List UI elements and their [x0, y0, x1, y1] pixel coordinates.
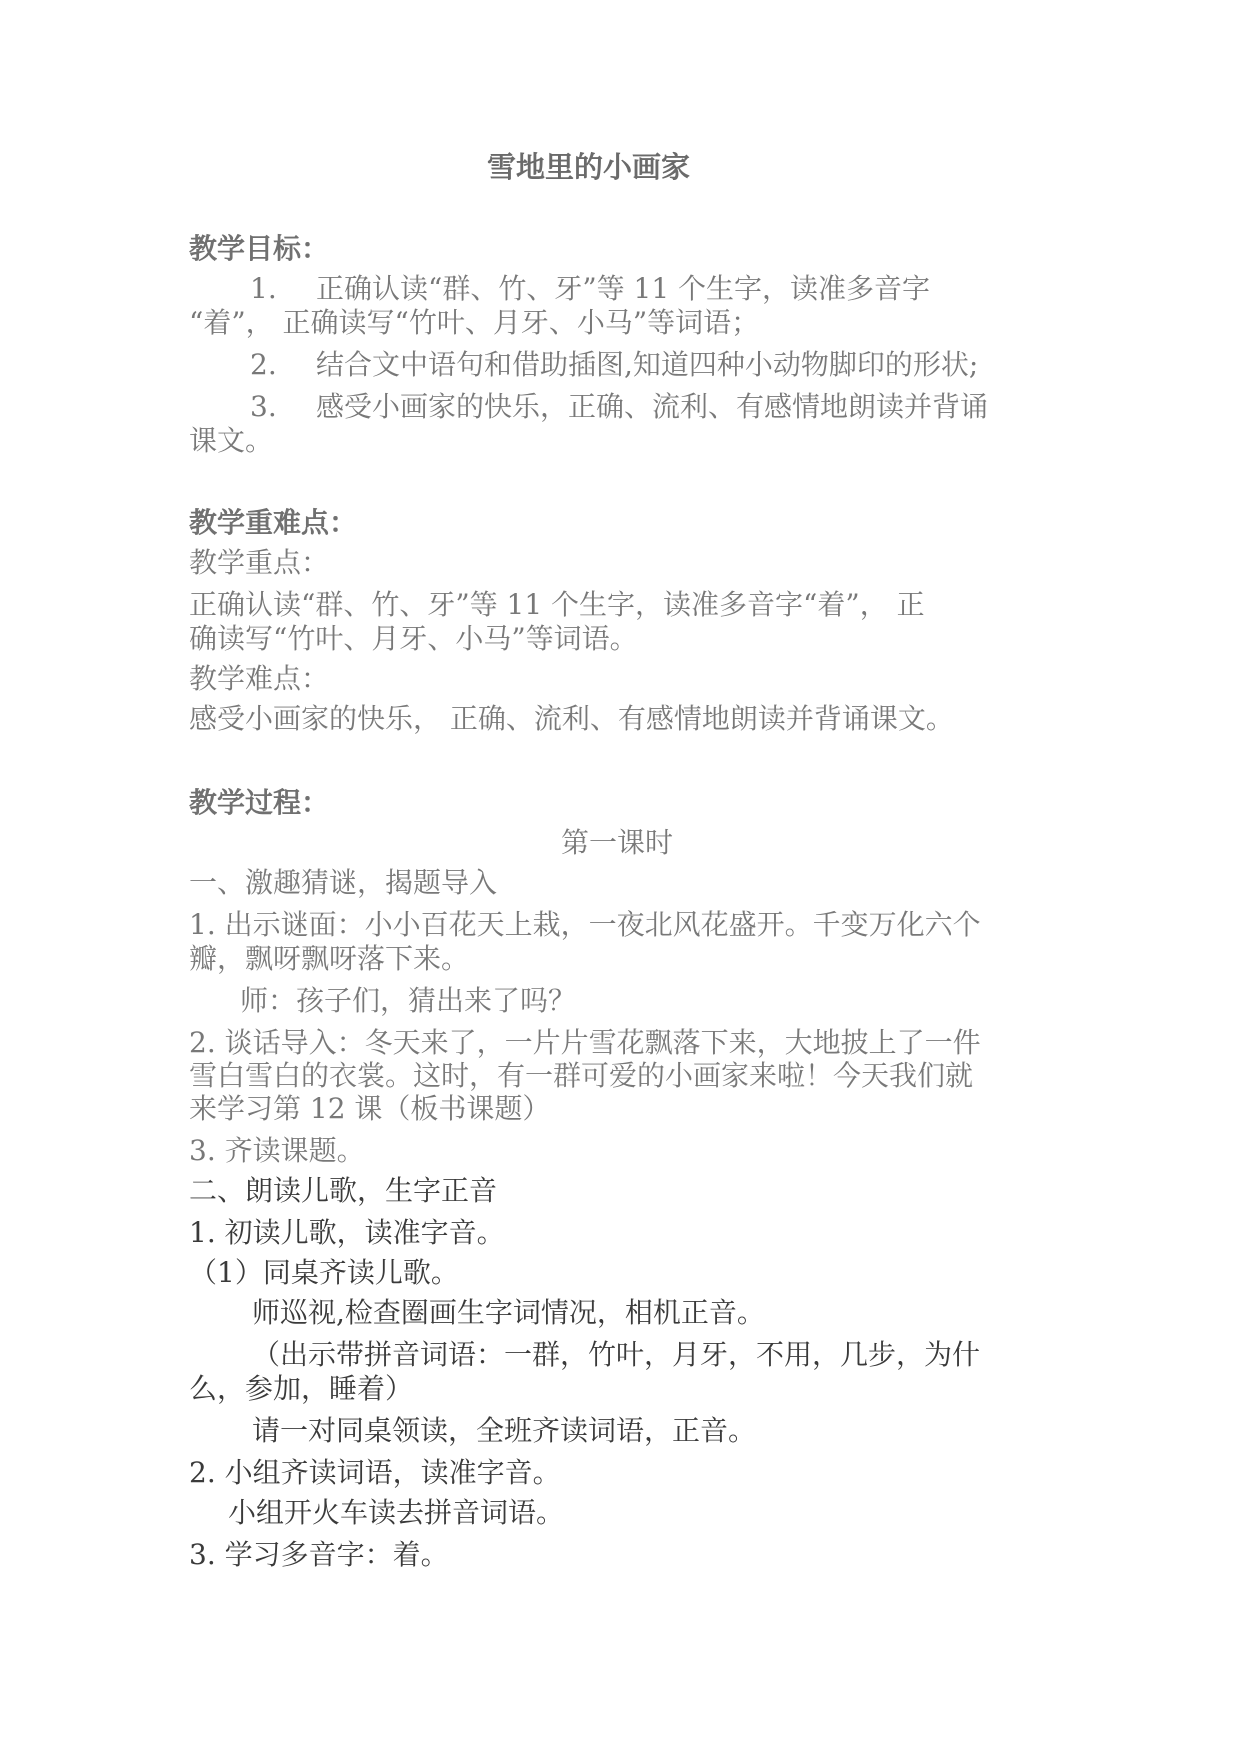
focus-text-continued: 确读写“竹叶、月牙、小马”等词语。 — [189, 622, 638, 655]
sub-step-text: 师巡视,检查圈画生字词情况，相机正音。 — [252, 1296, 765, 1329]
sub-step-text: 小组开火车读去拼音词语。 — [228, 1496, 565, 1529]
goal-text: 结合文中语句和借助插图,知道四种小动物脚印的形状; — [316, 348, 979, 381]
sub-step-text: 请一对同桌领读，全班齐读词语，正音。 — [252, 1414, 757, 1447]
sub-step-text-continued: 么，参加，睡着） — [189, 1372, 414, 1405]
goal-text: 感受小画家的快乐，正确、流利、有感情地朗读并背诵 — [316, 390, 989, 423]
step-text: 3. 学习多音字：着。 — [189, 1538, 449, 1571]
sub-step-text: （出示带拼音词语：一群，竹叶，月牙，不用，几步，为什 — [252, 1338, 981, 1371]
step-text-continued: 瓣，飘呀飘呀落下来。 — [189, 942, 470, 975]
section-title: 二、朗读儿歌，生字正音 — [189, 1174, 498, 1207]
focus-text: 正确认读“群、竹、牙”等 11 个生字，读准多音字“着”， 正 — [189, 588, 925, 621]
step-text: 2. 谈话导入：冬天来了，一片片雪花飘落下来，大地披上了一件 — [189, 1026, 981, 1059]
step-text: 3. 齐读课题。 — [189, 1134, 365, 1167]
step-text-continued: 雪白雪白的衣裳。这时，有一群可爱的小画家来啦！今天我们就 — [189, 1059, 974, 1092]
teacher-line: 师：孩子们，猜出来了吗？ — [240, 984, 577, 1017]
goal-number: 3. — [250, 390, 277, 423]
section-title: 一、激趣猜谜，揭题导入 — [189, 866, 498, 899]
difficulty-label: 教学难点： — [189, 662, 330, 695]
focus-label: 教学重点： — [189, 546, 330, 579]
goal-text-continued: 课文。 — [189, 424, 274, 457]
difficulty-text: 感受小画家的快乐， 正确、流利、有感情地朗读并背诵课文。 — [189, 702, 954, 735]
sub-step-text: （1）同桌齐读儿歌。 — [189, 1256, 459, 1289]
document-title: 雪地里的小画家 — [487, 150, 691, 184]
step-text: 1. 初读儿歌，读准字音。 — [189, 1216, 505, 1249]
step-text: 2. 小组齐读词语，读准字音。 — [189, 1456, 561, 1489]
goal-text: 正确认读“群、竹、牙”等 11 个生字，读准多音字 — [316, 272, 931, 305]
goal-text-continued: “着”， 正确读写“竹叶、月牙、小马”等词语； — [189, 306, 760, 339]
goal-number: 2. — [250, 348, 277, 381]
key-points-heading: 教学重难点： — [189, 506, 358, 539]
process-heading: 教学过程： — [189, 786, 330, 819]
goal-number: 1. — [250, 272, 277, 305]
goals-heading: 教学目标： — [189, 232, 330, 265]
step-text: 1. 出示谜面：小小百花天上栽，一夜北风花盛开。千变万化六个 — [189, 908, 981, 941]
step-text-continued: 来学习第 12 课（板书课题） — [189, 1092, 551, 1125]
lesson-title: 第一课时 — [561, 826, 674, 859]
